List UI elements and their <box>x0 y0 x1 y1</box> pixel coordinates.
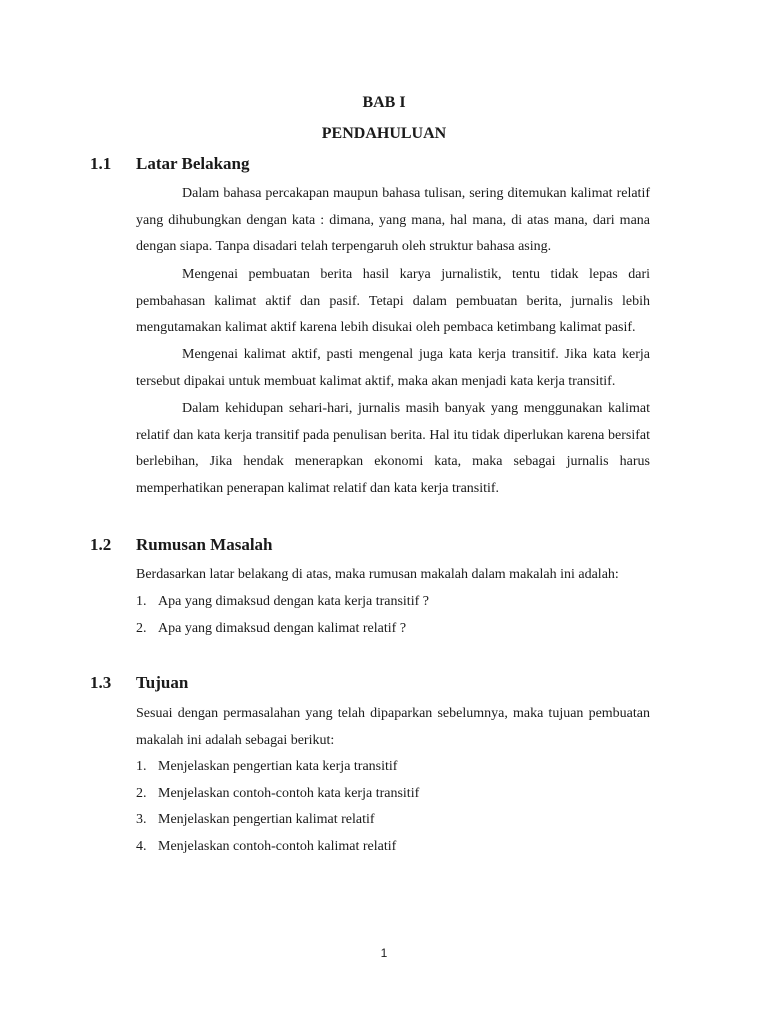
list-marker: 1. <box>136 594 147 609</box>
section-heading-rumusan-masalah <box>90 535 273 555</box>
list-item-text: Menjelaskan pengertian kalimat relatif <box>158 812 375 827</box>
list-item <box>136 781 650 808</box>
list-marker: 2. <box>136 620 147 636</box>
list-marker: 3. <box>136 812 147 827</box>
problem-list <box>136 589 650 642</box>
list-item-text: Menjelaskan contoh-contoh kata kerja transitif <box>158 785 420 801</box>
section-title: Latar Belakang <box>136 154 250 173</box>
paragraph: Mengenai kalimat aktif, pasti mengenal juga kata kerja transitif. Jika kata kerja tersebut dipakai untuk membuat kalimat aktif, maka akan menjadi kata kerja transitif. <box>136 347 650 389</box>
section-title: Rumusan Masalah <box>136 535 273 554</box>
section-intro: Sesuai dengan permasalahan yang telah dipaparkan sebelumnya, maka tujuan pembuatan makalah ini adalah sebagai berikut: <box>136 706 650 748</box>
page-number: 1 <box>380 946 388 960</box>
objective-list <box>136 754 650 860</box>
list-marker: 2. <box>136 785 147 801</box>
list-item <box>136 754 650 781</box>
list-item-text: Apa yang dimaksud dengan kalimat relatif ? <box>158 620 407 636</box>
chapter-number: BAB I <box>362 94 406 111</box>
paragraph: Dalam bahasa percakapan maupun bahasa tulisan, sering ditemukan kalimat relatif yang dihubungkan dengan kata : dimana, yang mana, hal mana, di atas mana, dari mana dengan siapa. Tanpa disadari telah terpengaruh oleh struktur bahasa asing. <box>136 186 650 254</box>
section-number: 1.1 <box>90 154 112 173</box>
list-item-text: Menjelaskan contoh-contoh kalimat relatif <box>158 838 397 854</box>
list-item-text: Apa yang dimaksud dengan kata kerja transitif ? <box>158 594 429 609</box>
section-intro: Berdasarkan latar belakang di atas, maka rumusan makalah dalam makalah ini adalah: <box>136 567 619 582</box>
list-item <box>136 616 650 643</box>
list-item <box>136 834 650 861</box>
list-marker: 1. <box>136 759 147 774</box>
list-item <box>136 589 650 616</box>
section-heading-latar-belakang <box>90 154 250 174</box>
section-heading-tujuan <box>90 673 188 693</box>
paragraph: Mengenai pembuatan berita hasil karya jurnalistik, tentu tidak lepas dari pembahasan kalimat aktif dan pasif. Tetapi dalam pembuatan berita, jurnalis lebih mengutamakan kalimat aktif karena lebih disukai oleh pembaca ketimbang kalimat pasif. <box>136 267 650 335</box>
list-item <box>136 807 650 834</box>
section-number: 1.2 <box>90 535 112 554</box>
section-title: Tujuan <box>136 673 189 692</box>
list-item-text: Menjelaskan pengertian kata kerja transitif <box>158 759 398 774</box>
paragraph: Dalam kehidupan sehari-hari, jurnalis masih banyak yang menggunakan kalimat relatif dan kata kerja transitif pada penulisan berita. Hal itu tidak diperlukan karena bersifat berlebihan, Jika hendak menerapkan ekonomi kata, maka sebagai jurnalis harus memperhatikan penerapan kalimat relatif dan kata kerja transitif. <box>136 401 650 496</box>
chapter-title: PENDAHULUAN <box>321 125 447 142</box>
list-marker: 4. <box>136 838 147 854</box>
section-number: 1.3 <box>90 673 112 692</box>
